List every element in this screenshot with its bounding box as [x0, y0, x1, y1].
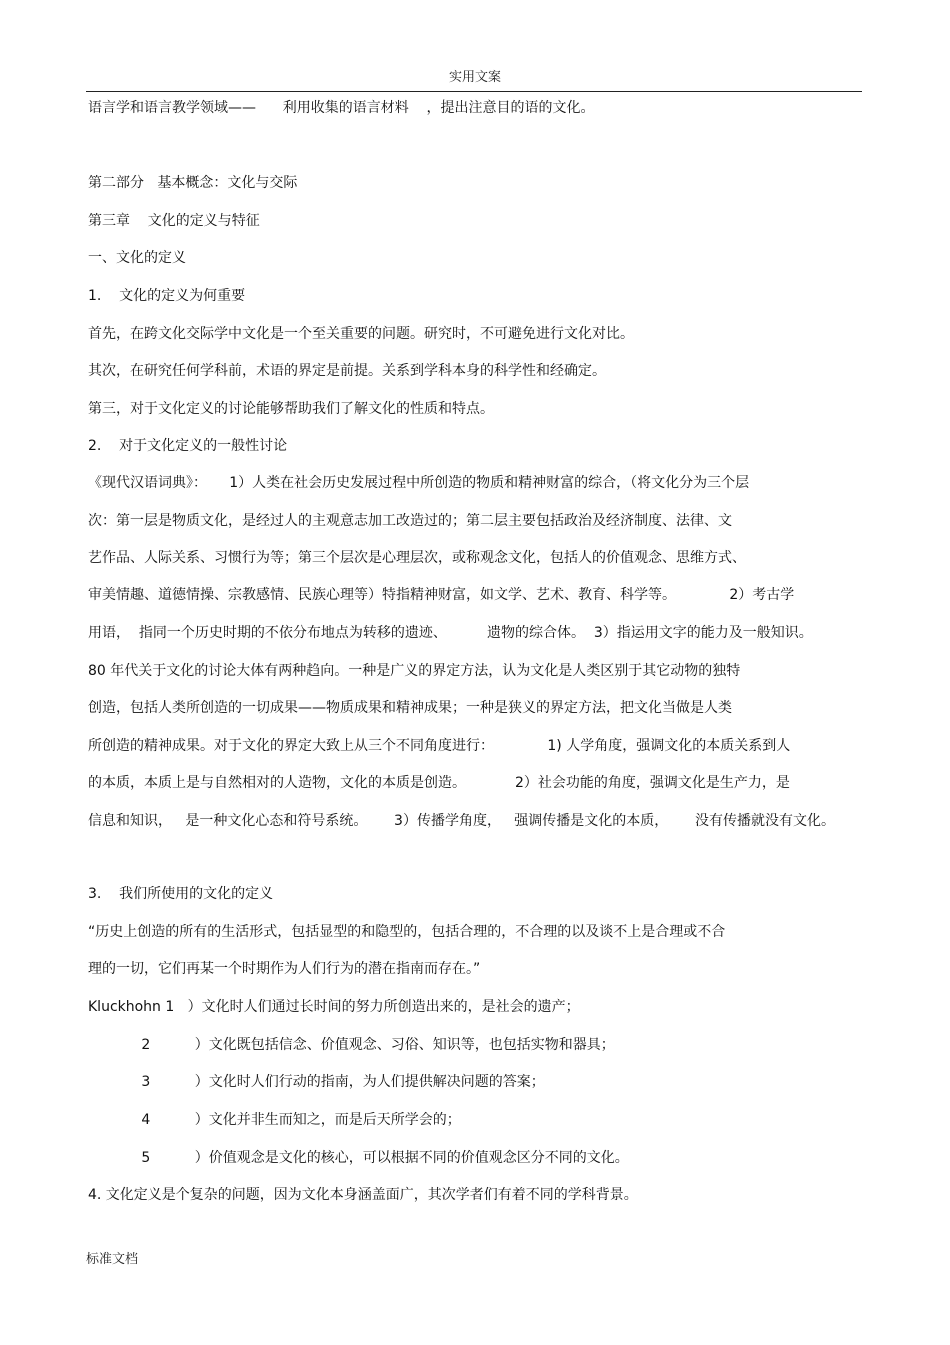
page-footer: 标准文档 [86, 1252, 139, 1267]
text-line: 其次，在研究任何学科前，术语的界定是前提。关系到学科本身的科学性和经确定。 [88, 363, 606, 379]
subsection-heading: 3. 我们所使用的文化的定义 [88, 886, 274, 902]
subsection-heading: 1. 文化的定义为何重要 [88, 288, 246, 304]
part-heading: 第二部分 基本概念：文化与交际 [88, 175, 298, 191]
text-line: 语言学和语言教学领域—— 利用收集的语言材料 ，提出注意目的语的文化。 [88, 100, 595, 116]
text-line: 艺作品、人际关系、习惯行为等；第三个层次是心理层次，或称观念文化，包括人的价值观念、思维方式、 [88, 550, 746, 566]
text-line: 《现代汉语词典》： 1）人类在社会历史发展过程中所创造的物质和精神财富的综合，（将文化分为三个层 [88, 475, 750, 491]
section-heading: 一、文化的定义 [88, 250, 186, 266]
text-line: 所创造的精神成果。对于文化的界定大致上从三个不同角度进行： 1) 人学角度，强调文化的本质关系到人 [88, 738, 791, 754]
subsection-heading: 2. 对于文化定义的一般性讨论 [88, 438, 288, 454]
list-item: 2 ）文化既包括信念、价值观念、习俗、知识等，也包括实物和器具； [88, 1037, 615, 1053]
text-line: 审美情趣、道德情操、宗教感情、民族心理等）特指精神财富，如文学、艺术、教育、科学等。 2）考古学 [88, 587, 795, 603]
text-line: 次：第一层是物质文化，是经过人的主观意志加工改造过的；第二层主要包括政治及经济制度、法律、文 [88, 513, 732, 529]
list-item: 3 ）文化时人们行动的指南，为人们提供解决问题的答案； [88, 1074, 545, 1090]
text-line: 第三，对于文化定义的讨论能够帮助我们了解文化的性质和特点。 [88, 401, 494, 417]
text-line: 信息和知识， 是一种文化心态和符号系统。 3）传播学角度， 强调传播是文化的本质， 没有传播就没有文化。 [88, 813, 836, 829]
chapter-heading: 第三章 文化的定义与特征 [88, 213, 260, 229]
text-line: 创造，包括人类所创造的一切成果——物质成果和精神成果；一种是狭义的界定方法，把文化当做是人类 [88, 700, 732, 716]
text-line: 的本质，本质上是与自然相对的人造物，文化的本质是创造。 2）社会功能的角度，强调文化是生产力，是 [88, 775, 790, 791]
list-item: 5 ）价值观念是文化的核心，可以根据不同的价值观念区分不同的文化。 [88, 1150, 629, 1166]
text-line: 首先，在跨文化交际学中文化是一个至关重要的问题。研究时，不可避免进行文化对比。 [88, 326, 634, 342]
text-line: 80 年代关于文化的讨论大体有两种趋向。一种是广义的界定方法，认为文化是人类区别于其它动物的独特 [88, 663, 741, 679]
text-line: 理的一切，它们再某一个时期作为人们行为的潜在指南而存在。” [88, 961, 481, 977]
list-item: Kluckhohn 1 ）文化时人们通过长时间的努力所创造出来的，是社会的遗产； [88, 999, 580, 1015]
text-line: 用语， 指同一个历史时期的不依分布地点为转移的遗迹、 遗物的综合体。 3）指运用文字的能力及一般知识。 [88, 625, 813, 641]
page-header: 实用文案 [448, 70, 501, 85]
text-line: “历史上创造的所有的生活形式，包括显型的和隐型的，包括合理的，不合理的以及谈不上是合理或不合 [88, 924, 726, 940]
list-item: 4 ）文化并非生而知之，而是后天所学会的； [88, 1112, 461, 1128]
text-line: 4. 文化定义是个复杂的问题，因为文化本身涵盖面广，其次学者们有着不同的学科背景。 [88, 1187, 638, 1203]
header-rule [86, 91, 862, 92]
